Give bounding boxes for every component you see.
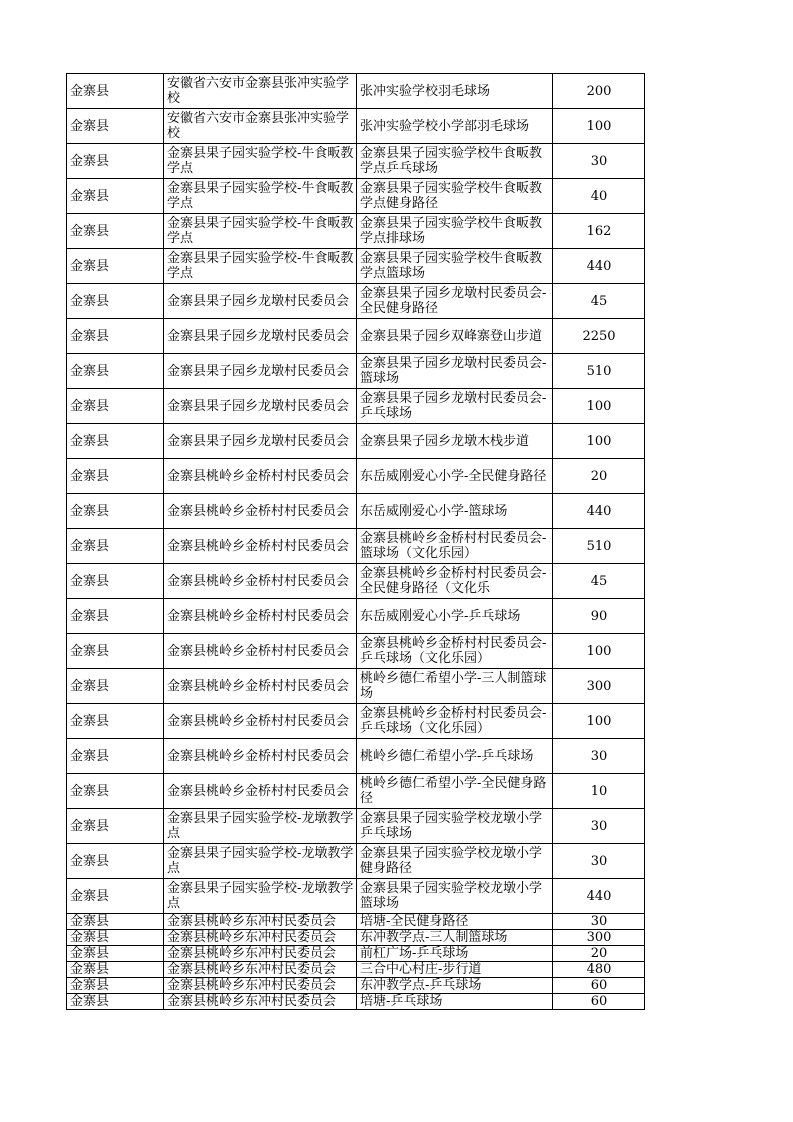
county-cell: 金寨县	[67, 930, 164, 946]
county-cell: 金寨县	[67, 844, 164, 879]
county-cell: 金寨县	[67, 214, 164, 249]
table-body	[67, 74, 645, 1010]
unit-cell: 金寨县果子园乡龙墩村民委员会	[164, 284, 357, 319]
unit-cell: 金寨县果子园实验学校-龙墩教学点	[164, 879, 357, 914]
venue-cell: 金寨县果子园乡龙墩村民委员会-乒乓球场	[357, 389, 553, 424]
venue-cell: 三合中心村庄-步行道	[357, 962, 553, 978]
table-row	[67, 144, 645, 179]
county-cell: 金寨县	[67, 669, 164, 704]
quantity-cell: 100	[553, 389, 645, 424]
venue-cell: 东冲教学点-三人制篮球场	[357, 930, 553, 946]
table-row	[67, 214, 645, 249]
quantity-cell: 300	[553, 669, 645, 704]
county-cell: 金寨县	[67, 994, 164, 1010]
quantity-cell: 10	[553, 774, 645, 809]
venue-cell: 金寨县果子园实验学校龙墩小学乒乓球场	[357, 809, 553, 844]
quantity-cell: 100	[553, 424, 645, 459]
venue-cell: 桃岭乡德仁希望小学-全民健身路径	[357, 774, 553, 809]
county-cell: 金寨县	[67, 494, 164, 529]
unit-cell: 金寨县果子园实验学校-牛食畈教学点	[164, 214, 357, 249]
quantity-cell: 100	[553, 109, 645, 144]
table-row	[67, 962, 645, 978]
quantity-cell: 100	[553, 634, 645, 669]
unit-cell: 金寨县桃岭乡东冲村民委员会	[164, 978, 357, 994]
county-cell: 金寨县	[67, 946, 164, 962]
venue-cell: 金寨县果子园实验学校牛食畈教学点排球场	[357, 214, 553, 249]
quantity-cell: 480	[553, 962, 645, 978]
quantity-cell: 440	[553, 879, 645, 914]
quantity-cell: 440	[553, 249, 645, 284]
quantity-cell: 30	[553, 144, 645, 179]
venue-cell: 金寨县桃岭乡金桥村村民委员会-篮球场（文化乐园）	[357, 529, 553, 564]
table-row	[67, 529, 645, 564]
table-row	[67, 424, 645, 459]
unit-cell: 金寨县果子园乡龙墩村民委员会	[164, 389, 357, 424]
unit-cell: 金寨县桃岭乡东冲村民委员会	[164, 930, 357, 946]
county-cell: 金寨县	[67, 634, 164, 669]
county-cell: 金寨县	[67, 879, 164, 914]
quantity-cell: 20	[553, 946, 645, 962]
venue-cell: 金寨县桃岭乡金桥村村民委员会-乒乓球场（文化乐园）	[357, 634, 553, 669]
county-cell: 金寨县	[67, 74, 164, 109]
quantity-cell: 162	[553, 214, 645, 249]
unit-cell: 安徽省六安市金寨县张冲实验学校	[164, 109, 357, 144]
quantity-cell: 60	[553, 978, 645, 994]
county-cell: 金寨县	[67, 599, 164, 634]
quantity-cell: 100	[553, 704, 645, 739]
unit-cell: 金寨县果子园乡龙墩村民委员会	[164, 319, 357, 354]
county-cell: 金寨县	[67, 978, 164, 994]
quantity-cell: 30	[553, 739, 645, 774]
venue-cell: 金寨县果子园乡龙墩木栈步道	[357, 424, 553, 459]
unit-cell: 金寨县桃岭乡金桥村村民委员会	[164, 564, 357, 599]
venue-cell: 东冲教学点-乒乓球场	[357, 978, 553, 994]
county-cell: 金寨县	[67, 564, 164, 599]
venue-cell: 金寨县果子园乡龙墩村民委员会-篮球场	[357, 354, 553, 389]
venue-cell: 张冲实验学校小学部羽毛球场	[357, 109, 553, 144]
venue-cell: 金寨县果子园乡双峰寨登山步道	[357, 319, 553, 354]
quantity-cell: 30	[553, 914, 645, 930]
unit-cell: 金寨县果子园乡龙墩村民委员会	[164, 354, 357, 389]
county-cell: 金寨县	[67, 459, 164, 494]
table-row	[67, 179, 645, 214]
venue-cell: 前杠广场-乒乓球场	[357, 946, 553, 962]
unit-cell: 金寨县桃岭乡金桥村村民委员会	[164, 494, 357, 529]
unit-cell: 金寨县桃岭乡金桥村村民委员会	[164, 599, 357, 634]
venue-cell: 桃岭乡德仁希望小学-三人制篮球场	[357, 669, 553, 704]
county-cell: 金寨县	[67, 319, 164, 354]
quantity-cell: 30	[553, 809, 645, 844]
unit-cell: 金寨县桃岭乡东冲村民委员会	[164, 962, 357, 978]
quantity-cell: 510	[553, 529, 645, 564]
unit-cell: 金寨县桃岭乡金桥村村民委员会	[164, 634, 357, 669]
table-row	[67, 564, 645, 599]
unit-cell: 金寨县桃岭乡东冲村民委员会	[164, 914, 357, 930]
county-cell: 金寨县	[67, 109, 164, 144]
quantity-cell: 45	[553, 284, 645, 319]
quantity-cell: 200	[553, 74, 645, 109]
table-row	[67, 879, 645, 914]
county-cell: 金寨县	[67, 354, 164, 389]
venue-cell: 东岳威刚爱心小学-全民健身路径	[357, 459, 553, 494]
table-row	[67, 930, 645, 946]
table-row	[67, 74, 645, 109]
table-row	[67, 634, 645, 669]
venue-cell: 金寨县桃岭乡金桥村村民委员会-乒乓球场（文化乐园）	[357, 704, 553, 739]
table-row	[67, 994, 645, 1010]
county-cell: 金寨县	[67, 389, 164, 424]
quantity-cell: 90	[553, 599, 645, 634]
unit-cell: 金寨县果子园实验学校-龙墩教学点	[164, 844, 357, 879]
unit-cell: 金寨县桃岭乡东冲村民委员会	[164, 994, 357, 1010]
venue-cell: 金寨县果子园实验学校龙墩小学篮球场	[357, 879, 553, 914]
county-cell: 金寨县	[67, 774, 164, 809]
unit-cell: 金寨县桃岭乡金桥村村民委员会	[164, 739, 357, 774]
table-row	[67, 389, 645, 424]
table-row	[67, 978, 645, 994]
county-cell: 金寨县	[67, 144, 164, 179]
county-cell: 金寨县	[67, 704, 164, 739]
table-row	[67, 249, 645, 284]
facility-table	[66, 73, 645, 1010]
table-row	[67, 704, 645, 739]
table-row	[67, 774, 645, 809]
quantity-cell: 440	[553, 494, 645, 529]
quantity-cell: 30	[553, 844, 645, 879]
county-cell: 金寨县	[67, 739, 164, 774]
county-cell: 金寨县	[67, 249, 164, 284]
quantity-cell: 60	[553, 994, 645, 1010]
venue-cell: 金寨县果子园乡龙墩村民委员会-全民健身路径	[357, 284, 553, 319]
venue-cell: 桃岭乡德仁希望小学-乒乓球场	[357, 739, 553, 774]
quantity-cell: 2250	[553, 319, 645, 354]
venue-cell: 培塘-乒乓球场	[357, 994, 553, 1010]
venue-cell: 东岳威刚爱心小学-乒乓球场	[357, 599, 553, 634]
unit-cell: 金寨县桃岭乡金桥村村民委员会	[164, 669, 357, 704]
table-row	[67, 809, 645, 844]
unit-cell: 金寨县果子园乡龙墩村民委员会	[164, 424, 357, 459]
county-cell: 金寨县	[67, 809, 164, 844]
county-cell: 金寨县	[67, 914, 164, 930]
unit-cell: 金寨县果子园实验学校-龙墩教学点	[164, 809, 357, 844]
unit-cell: 金寨县果子园实验学校-牛食畈教学点	[164, 179, 357, 214]
county-cell: 金寨县	[67, 962, 164, 978]
unit-cell: 安徽省六安市金寨县张冲实验学校	[164, 74, 357, 109]
table-row	[67, 494, 645, 529]
unit-cell: 金寨县桃岭乡东冲村民委员会	[164, 946, 357, 962]
venue-cell: 金寨县果子园实验学校牛食畈教学点篮球场	[357, 249, 553, 284]
county-cell: 金寨县	[67, 179, 164, 214]
table-row	[67, 109, 645, 144]
unit-cell: 金寨县果子园实验学校-牛食畈教学点	[164, 249, 357, 284]
venue-cell: 张冲实验学校羽毛球场	[357, 74, 553, 109]
unit-cell: 金寨县桃岭乡金桥村村民委员会	[164, 704, 357, 739]
venue-cell: 金寨县果子园实验学校牛食畈教学点健身路径	[357, 179, 553, 214]
table-row	[67, 669, 645, 704]
venue-cell: 金寨县桃岭乡金桥村村民委员会-全民健身路径（文化乐	[357, 564, 553, 599]
venue-cell: 金寨县果子园实验学校牛食畈教学点乒乓球场	[357, 144, 553, 179]
unit-cell: 金寨县果子园实验学校-牛食畈教学点	[164, 144, 357, 179]
venue-cell: 金寨县果子园实验学校龙墩小学健身路径	[357, 844, 553, 879]
table-row	[67, 459, 645, 494]
county-cell: 金寨县	[67, 529, 164, 564]
table-row	[67, 284, 645, 319]
table-row	[67, 354, 645, 389]
quantity-cell: 20	[553, 459, 645, 494]
venue-cell: 培塘-全民健身路径	[357, 914, 553, 930]
quantity-cell: 45	[553, 564, 645, 599]
table-row	[67, 599, 645, 634]
quantity-cell: 40	[553, 179, 645, 214]
unit-cell: 金寨县桃岭乡金桥村村民委员会	[164, 774, 357, 809]
unit-cell: 金寨县桃岭乡金桥村村民委员会	[164, 529, 357, 564]
table-row	[67, 739, 645, 774]
quantity-cell: 300	[553, 930, 645, 946]
table-row	[67, 946, 645, 962]
county-cell: 金寨县	[67, 424, 164, 459]
venue-cell: 东岳威刚爱心小学-篮球场	[357, 494, 553, 529]
table-row	[67, 844, 645, 879]
quantity-cell: 510	[553, 354, 645, 389]
county-cell: 金寨县	[67, 284, 164, 319]
table-row	[67, 914, 645, 930]
table-row	[67, 319, 645, 354]
unit-cell: 金寨县桃岭乡金桥村村民委员会	[164, 459, 357, 494]
